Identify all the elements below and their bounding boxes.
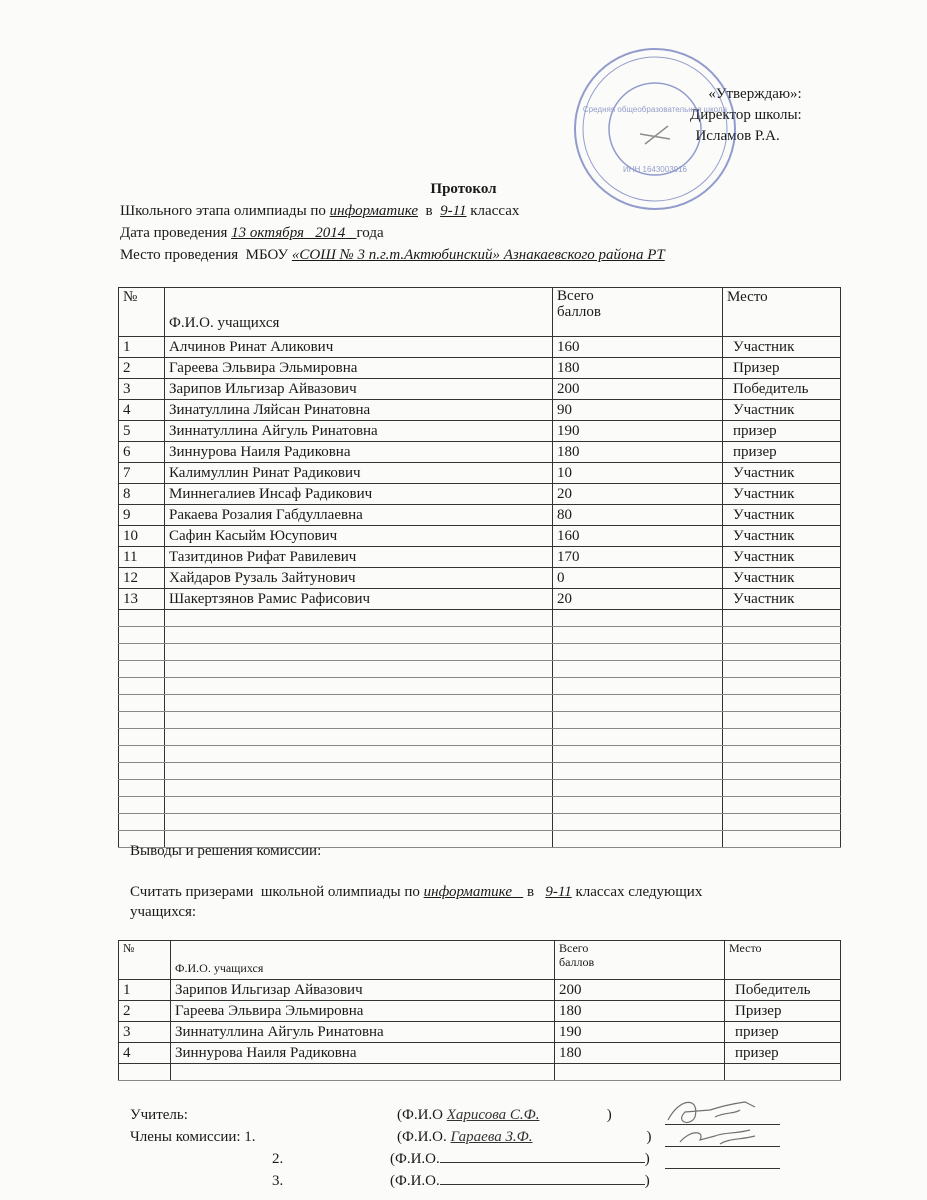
results-empty-cell bbox=[723, 831, 841, 848]
results-empty-cell bbox=[553, 644, 723, 661]
winners-empty-cell bbox=[119, 1064, 171, 1081]
results-row bbox=[119, 337, 841, 358]
winners-cell-score: 180 bbox=[555, 1043, 725, 1064]
results-empty-cell bbox=[119, 780, 165, 797]
results-cell-place: Участник bbox=[723, 400, 841, 421]
results-cell-score: 180 bbox=[553, 442, 723, 463]
header-place: Место bbox=[723, 288, 841, 337]
results-empty-cell bbox=[723, 746, 841, 763]
winners-cell-num: 2 bbox=[119, 1001, 171, 1022]
results-empty-cell bbox=[119, 661, 165, 678]
results-empty-row bbox=[119, 678, 841, 695]
winners-header-name bbox=[171, 941, 555, 980]
winners-empty-cell bbox=[555, 1064, 725, 1081]
winners-cell-name: Гареева Эльвира Эльмировна bbox=[171, 1001, 555, 1022]
results-row bbox=[119, 547, 841, 568]
winners-row bbox=[119, 1001, 841, 1022]
results-empty-cell bbox=[119, 797, 165, 814]
results-cell-place: Участник bbox=[723, 463, 841, 484]
results-cell-place: Участник bbox=[723, 547, 841, 568]
results-cell-name: Сафин Касыйм Юсупович bbox=[165, 526, 553, 547]
results-empty-cell bbox=[723, 763, 841, 780]
winners-cell-score: 180 bbox=[555, 1001, 725, 1022]
results-row bbox=[119, 421, 841, 442]
member1-name: Гараева З.Ф. bbox=[450, 1129, 533, 1145]
teacher-fio-prefix: (Ф.И.О bbox=[397, 1107, 444, 1123]
results-empty-cell bbox=[165, 763, 553, 780]
results-cell-place: Участник bbox=[723, 484, 841, 505]
results-empty-row bbox=[119, 627, 841, 644]
winners-row bbox=[119, 980, 841, 1001]
results-row bbox=[119, 505, 841, 526]
winners-cell-num: 1 bbox=[119, 980, 171, 1001]
date-line bbox=[120, 225, 384, 242]
results-cell-score: 10 bbox=[553, 463, 723, 484]
header-name bbox=[165, 288, 553, 337]
results-row bbox=[119, 463, 841, 484]
results-empty-cell bbox=[165, 610, 553, 627]
results-cell-place: Призер bbox=[723, 358, 841, 379]
results-empty-cell bbox=[165, 695, 553, 712]
results-empty-row bbox=[119, 763, 841, 780]
results-cell-num: 11 bbox=[119, 547, 165, 568]
results-cell-score: 170 bbox=[553, 547, 723, 568]
winners-header-name-text: Ф.И.О. учащихся bbox=[175, 961, 264, 975]
results-empty-cell bbox=[165, 678, 553, 695]
results-empty-cell bbox=[553, 797, 723, 814]
member2-signature-line bbox=[665, 1168, 780, 1169]
subject: информатике bbox=[329, 203, 419, 219]
results-empty-cell bbox=[119, 678, 165, 695]
results-empty-cell bbox=[723, 627, 841, 644]
results-cell-name: Гареева Эльвира Эльмировна bbox=[165, 358, 553, 379]
results-cell-score: 90 bbox=[553, 400, 723, 421]
results-empty-cell bbox=[165, 746, 553, 763]
results-empty-cell bbox=[553, 610, 723, 627]
results-cell-num: 7 bbox=[119, 463, 165, 484]
results-empty-row bbox=[119, 661, 841, 678]
results-cell-score: 0 bbox=[553, 568, 723, 589]
year-suffix: года bbox=[356, 225, 384, 241]
winners-cell-place: Призер bbox=[725, 1001, 841, 1022]
results-empty-cell bbox=[119, 695, 165, 712]
header-score bbox=[553, 288, 723, 337]
place-value: «СОШ № 3 п.г.т.Актюбинский» Азнакаевского района РТ bbox=[291, 247, 665, 263]
winners-cell-score: 200 bbox=[555, 980, 725, 1001]
winners-grades: 9-11 bbox=[545, 884, 572, 900]
results-empty-cell bbox=[119, 627, 165, 644]
results-row bbox=[119, 526, 841, 547]
winners-subject: информатике bbox=[423, 884, 512, 900]
member1-fio-label: (Ф.И.О. bbox=[397, 1129, 447, 1145]
approval-line-3: Исламов Р.А. bbox=[695, 128, 780, 144]
members-label: Члены комиссии: 1. bbox=[130, 1129, 256, 1145]
member2-num: 2. bbox=[272, 1151, 284, 1167]
results-cell-place: Участник bbox=[723, 505, 841, 526]
results-cell-place: Участник bbox=[723, 589, 841, 610]
member2-fio-label: (Ф.И.О. bbox=[390, 1151, 440, 1167]
place-line bbox=[120, 247, 665, 264]
results-cell-name: Миннегалиев Инсаф Радикович bbox=[165, 484, 553, 505]
results-empty-cell bbox=[723, 814, 841, 831]
results-cell-num: 2 bbox=[119, 358, 165, 379]
winners-row bbox=[119, 1022, 841, 1043]
results-empty-cell bbox=[553, 627, 723, 644]
results-empty-row bbox=[119, 712, 841, 729]
winners-prefix: Считать призерами школьной олимпиады по bbox=[130, 884, 420, 900]
results-empty-cell bbox=[723, 712, 841, 729]
in-word: в bbox=[425, 203, 433, 219]
results-cell-score: 20 bbox=[553, 589, 723, 610]
member1-close: ) bbox=[646, 1129, 652, 1145]
results-empty-cell bbox=[165, 712, 553, 729]
results-cell-score: 200 bbox=[553, 379, 723, 400]
results-cell-name: Калимуллин Ринат Радикович bbox=[165, 463, 553, 484]
results-cell-num: 13 bbox=[119, 589, 165, 610]
results-empty-row bbox=[119, 746, 841, 763]
header-num: № bbox=[119, 288, 165, 337]
winners-header-num: № bbox=[119, 941, 171, 980]
results-cell-name: Зиннурова Наиля Радиковна bbox=[165, 442, 553, 463]
member3-fio-label: (Ф.И.О. bbox=[390, 1173, 440, 1189]
date-value: 13 октября 2014 bbox=[231, 225, 346, 241]
classes-word: классах bbox=[470, 203, 520, 219]
results-cell-name: Хайдаров Рузаль Зайтунович bbox=[165, 568, 553, 589]
results-row bbox=[119, 589, 841, 610]
stage-line bbox=[120, 203, 519, 220]
results-row bbox=[119, 568, 841, 589]
results-empty-cell bbox=[553, 712, 723, 729]
grades: 9-11 bbox=[440, 203, 467, 219]
winners-cell-score: 190 bbox=[555, 1022, 725, 1043]
results-empty-row bbox=[119, 729, 841, 746]
results-empty-cell bbox=[553, 831, 723, 848]
results-empty-cell bbox=[165, 814, 553, 831]
results-empty-cell bbox=[723, 678, 841, 695]
results-row bbox=[119, 379, 841, 400]
results-empty-row bbox=[119, 610, 841, 627]
teacher-fio bbox=[397, 1107, 612, 1124]
results-cell-score: 20 bbox=[553, 484, 723, 505]
results-cell-num: 8 bbox=[119, 484, 165, 505]
results-empty-cell bbox=[119, 763, 165, 780]
winners-cell-place: призер bbox=[725, 1043, 841, 1064]
results-cell-place: призер bbox=[723, 442, 841, 463]
winners-suffix: классах следующих bbox=[575, 884, 703, 900]
results-empty-cell bbox=[165, 729, 553, 746]
results-empty-row bbox=[119, 814, 841, 831]
results-cell-num: 12 bbox=[119, 568, 165, 589]
results-empty-cell bbox=[119, 644, 165, 661]
winners-header-score-text: Всего баллов bbox=[559, 941, 595, 969]
results-cell-num: 9 bbox=[119, 505, 165, 526]
winners-cell-place: призер bbox=[725, 1022, 841, 1043]
results-empty-cell bbox=[119, 610, 165, 627]
stage-prefix: Школьного этапа олимпиады по bbox=[120, 203, 326, 219]
results-cell-score: 80 bbox=[553, 505, 723, 526]
member3-num: 3. bbox=[272, 1173, 284, 1189]
winners-table bbox=[118, 940, 841, 1081]
results-empty-cell bbox=[553, 746, 723, 763]
results-row bbox=[119, 400, 841, 421]
results-empty-cell bbox=[723, 661, 841, 678]
results-empty-row bbox=[119, 780, 841, 797]
winners-cell-name: Зарипов Ильгизар Айвазович bbox=[171, 980, 555, 1001]
results-empty-cell bbox=[165, 797, 553, 814]
results-row bbox=[119, 358, 841, 379]
document-title: Протокол bbox=[430, 181, 497, 197]
results-empty-cell bbox=[119, 814, 165, 831]
results-row bbox=[119, 442, 841, 463]
results-empty-cell bbox=[723, 610, 841, 627]
teacher-label: Учитель: bbox=[130, 1107, 188, 1123]
winners-text-line1 bbox=[130, 884, 702, 901]
winners-cell-num: 3 bbox=[119, 1022, 171, 1043]
winners-in: в bbox=[526, 884, 535, 900]
member1-fio bbox=[397, 1129, 652, 1146]
member2-close: ) bbox=[644, 1151, 650, 1167]
member3-fio bbox=[390, 1173, 650, 1190]
winners-header-row bbox=[119, 941, 841, 980]
teacher-name: Харисова С.Ф. bbox=[446, 1107, 540, 1123]
results-cell-name: Шакертзянов Рамис Рафисович bbox=[165, 589, 553, 610]
winners-header-score bbox=[555, 941, 725, 980]
results-cell-place: Участник bbox=[723, 337, 841, 358]
header-name-text: Ф.И.О. учащихся bbox=[169, 315, 280, 331]
winners-text-line2: учащихся: bbox=[130, 904, 197, 920]
results-cell-name: Зарипов Ильгизар Айвазович bbox=[165, 379, 553, 400]
winners-row bbox=[119, 1043, 841, 1064]
results-empty-cell bbox=[165, 627, 553, 644]
results-cell-score: 180 bbox=[553, 358, 723, 379]
results-empty-cell bbox=[553, 780, 723, 797]
approval-line-1: «Утверждаю»: bbox=[708, 86, 802, 102]
results-empty-row bbox=[119, 644, 841, 661]
results-cell-place: Победитель bbox=[723, 379, 841, 400]
results-cell-num: 10 bbox=[119, 526, 165, 547]
results-empty-cell bbox=[723, 644, 841, 661]
results-empty-cell bbox=[165, 780, 553, 797]
results-cell-name: Тазитдинов Рифат Равилевич bbox=[165, 547, 553, 568]
results-empty-cell bbox=[553, 661, 723, 678]
teacher-close: ) bbox=[606, 1107, 612, 1123]
results-empty-cell bbox=[553, 729, 723, 746]
results-cell-name: Зиннатуллина Айгуль Ринатовна bbox=[165, 421, 553, 442]
results-cell-num: 3 bbox=[119, 379, 165, 400]
results-row bbox=[119, 484, 841, 505]
header-score-text: Всего баллов bbox=[557, 288, 601, 320]
results-cell-name: Алчинов Ринат Аликович bbox=[165, 337, 553, 358]
member3-close: ) bbox=[644, 1173, 650, 1189]
date-label: Дата проведения bbox=[120, 225, 228, 241]
results-cell-num: 4 bbox=[119, 400, 165, 421]
results-cell-score: 190 bbox=[553, 421, 723, 442]
winners-empty-cell bbox=[725, 1064, 841, 1081]
results-empty-cell bbox=[165, 644, 553, 661]
results-empty-cell bbox=[165, 661, 553, 678]
member2-fio bbox=[390, 1151, 650, 1168]
winners-empty-row bbox=[119, 1064, 841, 1081]
results-empty-cell bbox=[723, 695, 841, 712]
results-cell-name: Ракаева Розалия Габдуллаевна bbox=[165, 505, 553, 526]
results-cell-score: 160 bbox=[553, 337, 723, 358]
winners-cell-place: Победитель bbox=[725, 980, 841, 1001]
results-empty-cell bbox=[723, 797, 841, 814]
results-cell-score: 160 bbox=[553, 526, 723, 547]
results-cell-name: Зинатуллина Ляйсан Ринатовна bbox=[165, 400, 553, 421]
results-empty-cell bbox=[119, 746, 165, 763]
results-empty-cell bbox=[723, 780, 841, 797]
handwritten-signatures-icon bbox=[660, 1092, 770, 1152]
place-label: Место проведения МБОУ bbox=[120, 247, 289, 263]
results-empty-cell bbox=[553, 695, 723, 712]
results-table bbox=[118, 287, 841, 848]
stamp-text: Средняя общеобразовательная школа bbox=[582, 105, 728, 114]
results-cell-num: 5 bbox=[119, 421, 165, 442]
results-empty-cell bbox=[553, 678, 723, 695]
results-cell-num: 6 bbox=[119, 442, 165, 463]
results-cell-num: 1 bbox=[119, 337, 165, 358]
results-cell-place: Участник bbox=[723, 526, 841, 547]
results-cell-place: Участник bbox=[723, 568, 841, 589]
winners-cell-num: 4 bbox=[119, 1043, 171, 1064]
approval-line-2: Директор школы: bbox=[690, 107, 802, 123]
conclusions-heading: Выводы и решения комиссии: bbox=[130, 843, 322, 859]
winners-cell-name: Зиннатуллина Айгуль Ринатовна bbox=[171, 1022, 555, 1043]
results-empty-cell bbox=[723, 729, 841, 746]
results-empty-cell bbox=[553, 814, 723, 831]
winners-header-place: Место bbox=[725, 941, 841, 980]
results-cell-place: призер bbox=[723, 421, 841, 442]
results-empty-cell bbox=[119, 712, 165, 729]
results-empty-cell bbox=[119, 729, 165, 746]
table-header-row bbox=[119, 288, 841, 337]
results-empty-row bbox=[119, 695, 841, 712]
results-empty-cell bbox=[553, 763, 723, 780]
winners-cell-name: Зиннурова Наиля Радиковна bbox=[171, 1043, 555, 1064]
winners-empty-cell bbox=[171, 1064, 555, 1081]
stamp-inn: ИНН 1643003916 bbox=[622, 165, 688, 174]
results-empty-row bbox=[119, 797, 841, 814]
